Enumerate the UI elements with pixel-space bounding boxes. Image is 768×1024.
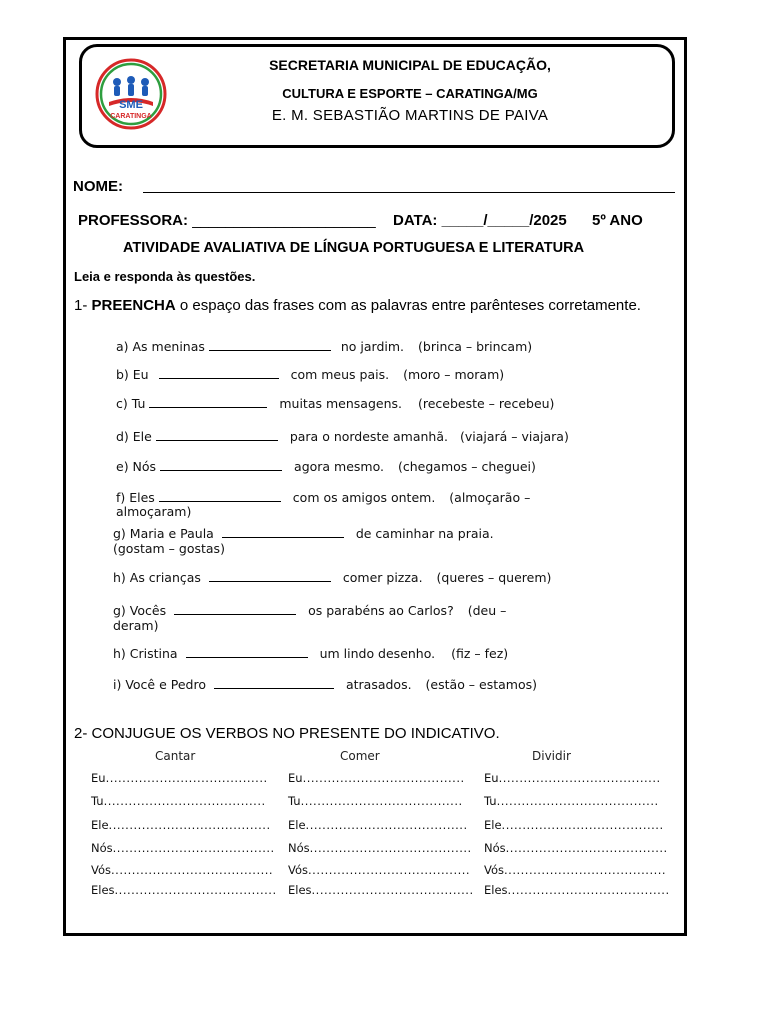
item-end: muitas mensagens. <box>279 396 402 411</box>
item-options: (recebeste – recebeu) <box>417 396 555 411</box>
item-start: d) Ele <box>116 429 152 444</box>
conjugation-row[interactable] <box>288 794 463 808</box>
conjugation-row[interactable] <box>91 863 273 877</box>
answer-blank[interactable] <box>214 678 334 689</box>
q1-item-continuation: deram) <box>113 618 159 633</box>
q1-item-continuation: (gostam – gostas) <box>113 541 225 556</box>
answer-blank[interactable] <box>209 340 331 351</box>
conjugation-row[interactable] <box>288 883 474 897</box>
pronoun-label: Ele <box>91 818 109 832</box>
pronoun-label: Nós <box>91 841 113 855</box>
conjugation-row[interactable] <box>484 771 661 785</box>
conjugation-row[interactable] <box>91 841 275 855</box>
professora-row <box>78 212 376 229</box>
q1-number: 1- <box>74 297 88 314</box>
answer-dots[interactable]: ....................................... <box>309 841 472 855</box>
conjugation-row[interactable] <box>91 818 271 832</box>
data-label: DATA: <box>393 212 438 229</box>
item-end: no jardim. <box>340 339 405 354</box>
pronoun-label: Vós <box>288 863 309 877</box>
q1-text: o espaço das frases com as palavras entre parênteses corretamente. <box>179 297 641 314</box>
pronoun-label: Eles <box>484 883 508 897</box>
answer-dots[interactable]: ....................................... <box>308 863 471 877</box>
professora-label: PROFESSORA: <box>78 212 189 229</box>
q1-item <box>113 677 537 692</box>
answer-dots[interactable]: ....................................... <box>103 794 266 808</box>
item-start: a) As meninas <box>116 339 205 354</box>
q1-item <box>116 429 569 444</box>
q1-item <box>116 396 554 411</box>
answer-dots[interactable]: ....................................... <box>105 771 268 785</box>
pronoun-label: Eu <box>91 771 106 785</box>
q1-item <box>113 646 508 661</box>
item-start: f) Eles <box>116 490 155 505</box>
item-options: (queres – querem) <box>436 570 552 585</box>
item-start: e) Nós <box>116 459 157 474</box>
item-end: de caminhar na praia. <box>355 526 494 541</box>
sme-logo <box>95 58 167 130</box>
verb-dividir: Dividir <box>532 749 571 763</box>
q1-item-continuation: almoçaram) <box>116 504 192 519</box>
instruction: Leia e responda às questões. <box>74 269 256 284</box>
item-start: b) Eu <box>116 367 149 382</box>
answer-blank[interactable] <box>160 460 282 471</box>
item-end: agora mesmo. <box>294 459 385 474</box>
conjugation-row[interactable] <box>91 794 266 808</box>
answer-blank[interactable] <box>159 368 279 379</box>
answer-dots[interactable]: ....................................... <box>501 818 664 832</box>
answer-dots[interactable]: ....................................... <box>300 794 463 808</box>
q1-item <box>116 459 536 474</box>
answer-blank[interactable] <box>209 571 331 582</box>
item-options: (deu – <box>467 603 507 618</box>
pronoun-label: Nós <box>288 841 310 855</box>
pronoun-label: Eu <box>288 771 303 785</box>
conjugation-row[interactable] <box>288 863 470 877</box>
answer-blank[interactable] <box>149 397 267 408</box>
logo-text-bottom: CARATINGA <box>110 113 152 120</box>
answer-blank[interactable] <box>222 527 344 538</box>
pronoun-label: Nós <box>484 841 506 855</box>
item-end: com os amigos ontem. <box>292 490 436 505</box>
item-start: c) Tu <box>116 396 146 411</box>
header-line-2: CULTURA E ESPORTE – CARATINGA/MG <box>282 86 538 101</box>
q1-keyword: PREENCHA <box>91 297 176 314</box>
answer-dots[interactable]: ....................................... <box>311 883 474 897</box>
answer-dots[interactable]: ....................................... <box>504 863 667 877</box>
pronoun-label: Vós <box>91 863 112 877</box>
data-row <box>393 212 567 229</box>
q2-title: 2- CONJUGUE OS VERBOS NO PRESENTE DO INDICATIVO. <box>74 725 500 742</box>
conjugation-row[interactable] <box>484 841 668 855</box>
ano-label: 5º ANO <box>592 212 643 229</box>
conjugation-row[interactable] <box>288 771 465 785</box>
answer-dots[interactable]: ....................................... <box>111 863 274 877</box>
item-end: com meus pais. <box>290 367 390 382</box>
answer-dots[interactable]: ....................................... <box>302 771 465 785</box>
item-start: i) Você e Pedro <box>113 677 206 692</box>
item-start: h) As crianças <box>113 570 201 585</box>
item-options: (chegamos – cheguei) <box>398 459 536 474</box>
item-end: um lindo desenho. <box>319 646 436 661</box>
q1-item <box>116 339 532 354</box>
pronoun-label: Eles <box>288 883 312 897</box>
pronoun-label: Tu <box>288 794 301 808</box>
answer-dots[interactable]: ....................................... <box>114 883 277 897</box>
answer-dots[interactable]: ....................................... <box>507 883 670 897</box>
activity-title: ATIVIDADE AVALIATIVA DE LÍNGUA PORTUGUESA E LITERATURA <box>123 240 585 256</box>
pronoun-label: Ele <box>288 818 306 832</box>
conjugation-row[interactable] <box>288 841 472 855</box>
conjugation-row[interactable] <box>484 883 670 897</box>
conjugation-row[interactable] <box>484 863 666 877</box>
item-options: (brinca – brincam) <box>418 339 533 354</box>
answer-dots[interactable]: ....................................... <box>112 841 275 855</box>
pronoun-label: Vós <box>484 863 505 877</box>
q1-item <box>113 603 506 618</box>
answer-dots[interactable]: ....................................... <box>498 771 661 785</box>
answer-blank[interactable] <box>186 647 308 658</box>
q1-item <box>113 526 494 541</box>
nome-label: NOME: <box>73 178 123 195</box>
answer-dots[interactable]: ....................................... <box>496 794 659 808</box>
pronoun-label: Ele <box>484 818 502 832</box>
school-name: E. M. SEBASTIÃO MARTINS DE PAIVA <box>271 107 549 124</box>
item-start: g) Maria e Paula <box>113 526 214 541</box>
item-end: atrasados. <box>345 677 412 692</box>
answer-blank[interactable] <box>174 604 296 615</box>
pronoun-label: Tu <box>484 794 497 808</box>
conjugation-row[interactable] <box>484 818 664 832</box>
item-end: comer pizza. <box>342 570 423 585</box>
pronoun-label: Eu <box>484 771 499 785</box>
nome-field[interactable] <box>143 192 675 193</box>
item-options: (viajará – viajara) <box>459 429 569 444</box>
pronoun-label: Tu <box>91 794 104 808</box>
conjugation-row[interactable] <box>288 818 468 832</box>
item-options: (almoçarão – <box>449 490 531 505</box>
answer-blank[interactable] <box>156 430 278 441</box>
answer-blank[interactable] <box>159 491 281 502</box>
conjugation-row[interactable] <box>91 771 268 785</box>
pronoun-label: Eles <box>91 883 115 897</box>
item-options: (fiz – fez) <box>451 646 509 661</box>
item-options: (estão – estamos) <box>425 677 538 692</box>
item-options: (moro – moram) <box>403 367 505 382</box>
data-field[interactable]: _____/_____/2025 <box>441 212 567 229</box>
answer-dots[interactable]: ....................................... <box>108 818 271 832</box>
q1-statement <box>74 297 641 314</box>
q1-item <box>113 570 551 585</box>
item-start: h) Cristina <box>113 646 178 661</box>
verb-cantar: Cantar <box>155 749 196 763</box>
item-end: para o nordeste amanhã. <box>289 429 448 444</box>
answer-dots[interactable]: ....................................... <box>305 818 468 832</box>
header-line-1: SECRETARIA MUNICIPAL DE EDUCAÇÃO, <box>269 57 551 73</box>
conjugation-row[interactable] <box>484 794 659 808</box>
q1-item <box>116 490 530 505</box>
professora-field[interactable]: ______________________ <box>192 212 376 229</box>
conjugation-row[interactable] <box>91 883 277 897</box>
verb-comer: Comer <box>340 749 380 763</box>
answer-dots[interactable]: ....................................... <box>505 841 668 855</box>
logo-text-top: SME <box>119 99 143 111</box>
item-start: g) Vocês <box>113 603 167 618</box>
q1-item <box>116 367 504 382</box>
item-end: os parabéns ao Carlos? <box>308 603 454 618</box>
